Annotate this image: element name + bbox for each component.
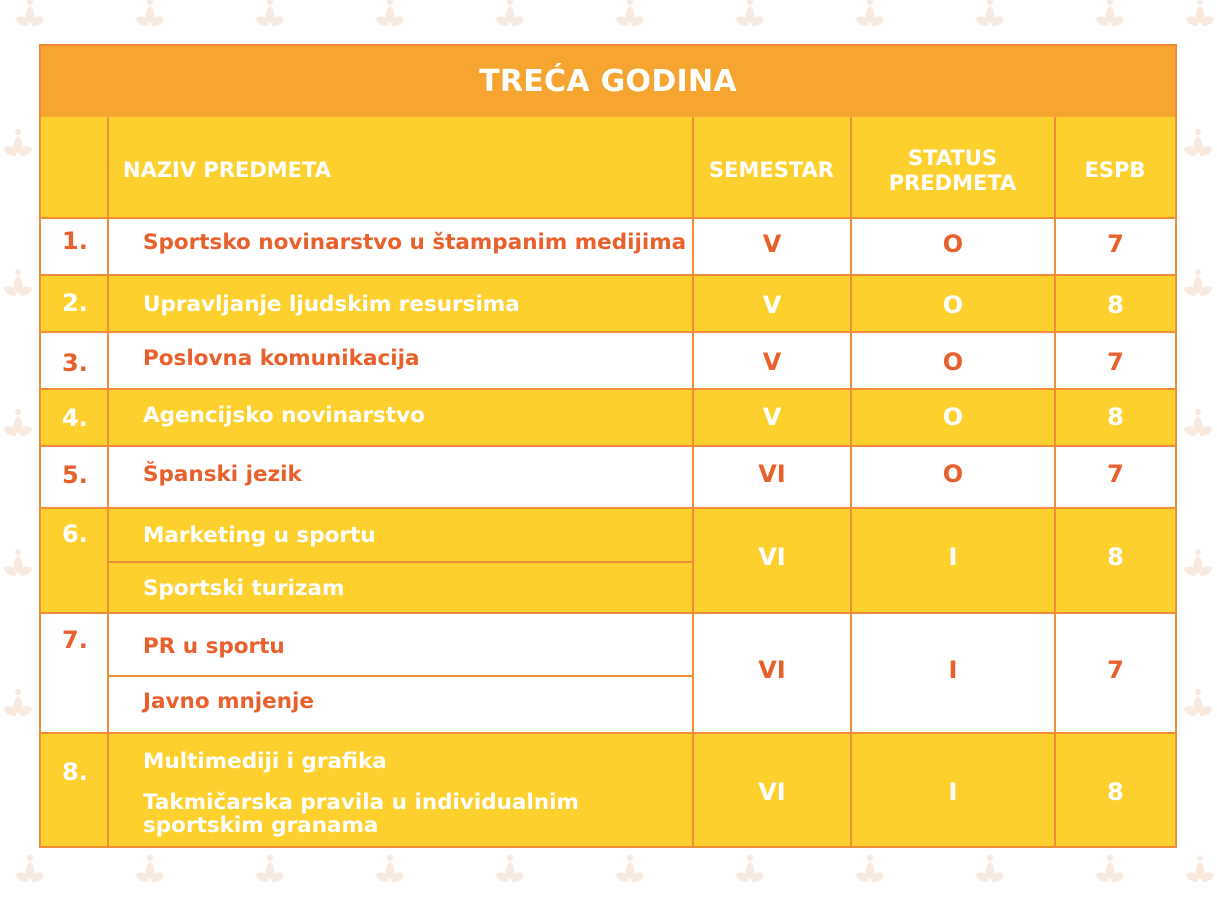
curriculum-table (39, 44, 1177, 848)
subject-name: Upravljanje ljudskim resursima (143, 292, 520, 317)
divider (41, 331, 1175, 333)
status-value: O (942, 348, 964, 376)
status-value: O (942, 460, 964, 488)
divider (41, 388, 1175, 390)
espb-value: 8 (1107, 778, 1124, 806)
divider (41, 612, 1175, 614)
subject-name: PR u sportu (143, 634, 285, 659)
espb-value: 7 (1107, 656, 1124, 684)
table-title: TREĆA GODINA (41, 46, 1175, 119)
row-number: 8. (62, 758, 88, 786)
semester-value: V (762, 291, 782, 319)
semester-value: V (762, 348, 782, 376)
subject-name: Sportski turizam (143, 576, 345, 601)
header-subject: NAZIV PREDMETA (123, 158, 331, 182)
espb-value: 8 (1107, 543, 1124, 571)
semester-value: VI (758, 460, 786, 488)
status-value: O (942, 291, 964, 319)
header-status (851, 146, 1054, 196)
divider (41, 732, 1175, 734)
row-number: 5. (62, 461, 88, 489)
subject-line: Takmičarska pravila u individualnim (143, 790, 579, 815)
subject-name: Multimediji i grafika (143, 749, 387, 774)
subject-line: sportskim granama (143, 813, 379, 838)
semester-value: V (762, 230, 782, 258)
semester-value: VI (758, 656, 786, 684)
divider (109, 561, 694, 563)
status-value: I (948, 543, 958, 571)
subject-name: Sportsko novinarstvo u štampanim medijima (143, 230, 687, 255)
header-status-line1: STATUS (908, 146, 997, 170)
espb-value: 8 (1107, 403, 1124, 431)
row-number: 7. (62, 626, 88, 654)
table-grid (41, 117, 1175, 846)
subject-name: Španski jezik (143, 462, 302, 487)
subject-name: Agencijsko novinarstvo (143, 403, 425, 428)
subject-name: Javno mnjenje (143, 689, 315, 714)
header-espb: ESPB (1084, 158, 1146, 182)
divider (41, 217, 1175, 219)
divider (109, 675, 694, 677)
row-number: 4. (62, 404, 88, 432)
status-value: I (948, 656, 958, 684)
row-number: 1. (62, 227, 88, 255)
status-value: I (948, 778, 958, 806)
header-semester: SEMESTAR (709, 158, 834, 182)
espb-value: 7 (1107, 230, 1124, 258)
status-value: O (942, 230, 964, 258)
subject-name-multiline (143, 791, 579, 837)
divider (41, 445, 1175, 447)
subject-name: Poslovna komunikacija (143, 346, 420, 371)
espb-value: 7 (1107, 348, 1124, 376)
espb-value: 8 (1107, 291, 1124, 319)
column-divider (107, 117, 109, 846)
header-status-line2: PREDMETA (888, 171, 1017, 195)
row-number: 6. (62, 520, 88, 548)
semester-value: VI (758, 778, 786, 806)
row-number: 2. (62, 289, 88, 317)
semester-value: V (762, 403, 782, 431)
espb-value: 7 (1107, 460, 1124, 488)
row-number: 3. (62, 349, 88, 377)
divider (41, 507, 1175, 509)
divider (41, 274, 1175, 276)
subject-name: Marketing u sportu (143, 523, 376, 548)
semester-value: VI (758, 543, 786, 571)
status-value: O (942, 403, 964, 431)
